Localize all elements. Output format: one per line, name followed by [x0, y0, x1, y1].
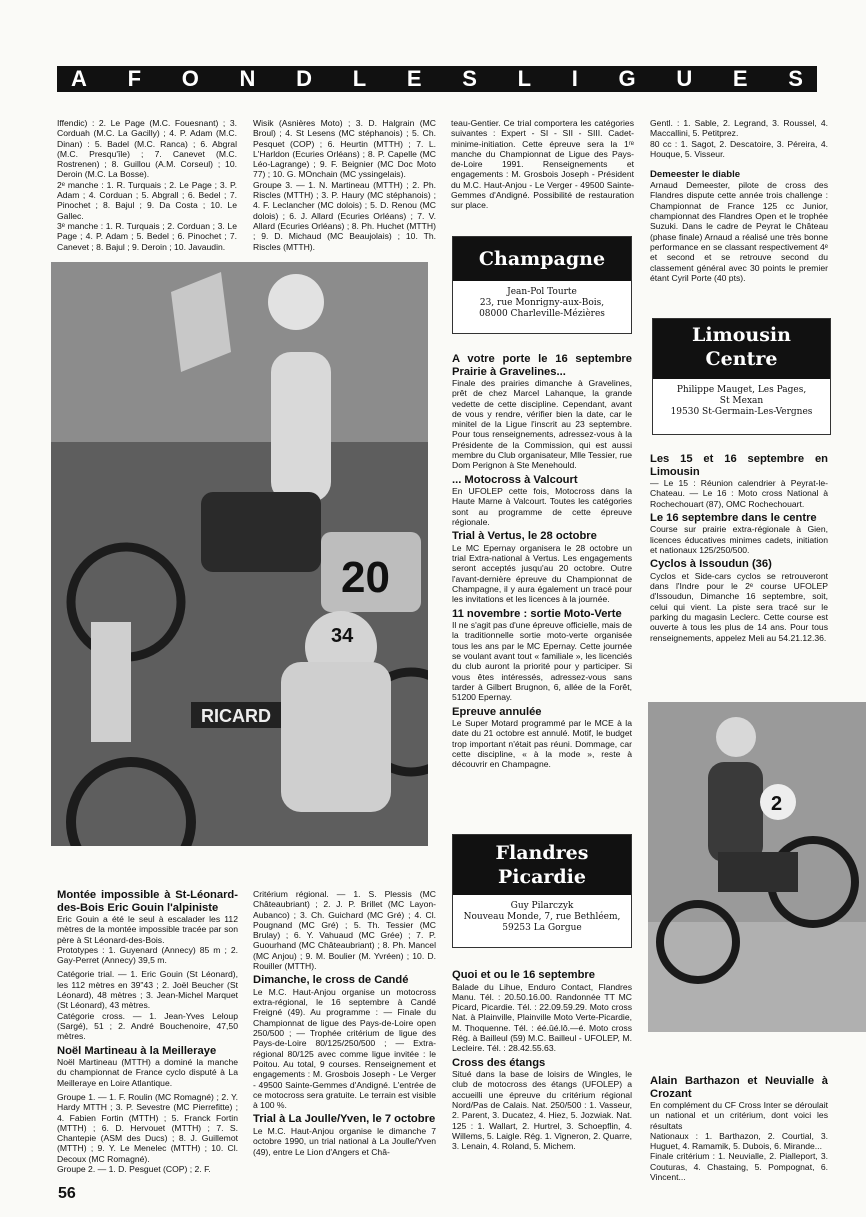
banner-letter: A — [71, 66, 87, 91]
paragraph: Groupe 1. — 1. F. Roulin (MC Romagné) ; 2. Y. Hardy MTTH ; 3. P. Sevestre (MC Pierrefitte) ; 4. Fabien Fortin (MTTH) ; 5. Franck Fortin (MTTH) ; 6. D. Hervouet (MTTH) ; 7. S. Chantepie (ASM des Ducs) ; 8. J. Guillemot (MTTH) ; 9. Y. Le Menelec (MTTH) ; 10. Cl. Decoux (MC Romagné). — [57, 1091, 238, 1164]
article-heading: ... Motocross à Valcourt — [452, 473, 578, 486]
flandres-title — [453, 835, 631, 895]
article-heading: Alain Barthazon et Neuvialle à Crozant — [650, 1075, 828, 1100]
paragraph: Iffendic) : 2. Le Page (M.C. Fouesnant) ; 3. Corduah (M.C. La Gacilly) ; 4. P. Adam (M.C. Dinan) : 5. Badel (M.C. Ranca) ; 6. Abgral (M.C. Presqu'île) ; 7. Canevet (M.C. Rostrenen) ; 8. Guillou (A.M. Corseul) ; 10. Deroin (M.C. La Bosse). — [57, 118, 237, 180]
article-text: Le Super Motard programmé par le MCE à la date du 21 octobre est annulé. Motif, le budget trop important n'était pas réuni. Dommage, car cette discipline, « à la mode », reste à découvrir en Champagne. — [452, 718, 632, 770]
banner-letter: O — [181, 66, 199, 91]
race-number-20: 20 — [341, 553, 390, 602]
article-heading: 11 novembre : sortie Moto-Verte — [452, 607, 622, 620]
article-heading: Trial à Vertus, le 28 octobre — [452, 530, 597, 543]
banner-letter: F — [127, 66, 142, 91]
limousin-articles — [650, 450, 828, 643]
article-text: Finale des prairies dimanche à Gravelines, prêt de chez Marcel Lahanque, la grande vedette de cette discipline. Cependant, avant de vous y rendre, vérifier bien la date, car le minitel de la Ligue l'inscrit au 23 septembre. Pour tous renseignements, adressez-vous à la Présidente de la Commission, qui est aussi membre du Club organisateur, Mlle Tessier, rue Dom Perignon à Ste Menehould. — [452, 378, 632, 471]
paragraph: Catégorie cross. — 1. Jean-Yves Leloup (Sargé), 51 ; 2. André Bouchenoire, 47,50 mètres. — [57, 1010, 238, 1042]
limousin-box — [652, 318, 831, 435]
article-heading: Dimanche, le cross de Candé — [253, 974, 409, 987]
article-text: Balade du Lihue, Enduro Contact, Flandres Manu. Tél. : 20.50.16.00. Randonnée TT MC Picard, Picardie. Tél. : 22.09.59.29. Moto cross Nat. à Plainville, Plainville Moto Verte-Picardie, M. Thoquenne. Tél. : éé.ûé.lô.—é. Moto cross Rég. à Bailleul (59) M.C. Bailleul - UFOLEP, M. Lecleire. Tél. : 28.42.55.63. — [452, 981, 632, 1054]
article-heading: Trial à La Joulle/Yven, le 7 octobre — [253, 1113, 436, 1126]
paragraph: Le M.C. Haut-Anjou organise le dimanche 7 octobre 1990, un trial national à La Joulle/Yven (49), entre Le Lion d'Angers et Châ- — [253, 1125, 436, 1157]
flandres-articles — [452, 966, 632, 1151]
banner-letter: D — [296, 66, 312, 91]
banner-letter: S — [462, 66, 477, 91]
address-line: 23, rue Monrigny-aux-Bois, — [479, 298, 605, 308]
address-line: Guy Pilarczyk — [510, 901, 574, 911]
col2-top — [253, 118, 436, 252]
article-heading: Montée impossible à St-Léonard-des-Bois Eric Gouin l'alpiniste — [57, 889, 238, 914]
section-banner — [57, 66, 817, 92]
banner-letter: E — [406, 66, 422, 91]
race-number-2: 2 — [771, 793, 783, 815]
paragraph: Prototypes : 1. Guyenard (Annecy) 85 m ; 2. Gay-Perret (Annecy) 39,5 m. — [57, 944, 238, 966]
address-line: Nouveau Monde, 7, rue Bethléem, — [463, 912, 621, 922]
cyclo-photo — [648, 702, 866, 1032]
article-text: En complément du CF Cross Inter se déroulait un national et un critérium, dont voici les résultats — [650, 1100, 828, 1131]
article-heading: Demeester le diable — [650, 169, 741, 181]
flandres-address — [453, 895, 631, 934]
banner-letter: G — [618, 66, 636, 91]
article-text: Situé dans la base de loisirs de Wingles, le club de motocross des étangs (UFOLEP) a accueilli une épreuve du critérium régional Nord/Pas de Calais. Nat. 250/500 : 1. Vasseur, 2. Parent, 3. Ducatez, 4. Hiez, 5. Jozwiak. Nat. 125 : 1. Wallart, 2. Hurtrel, 3. Schoepflin, 4. Willems, 5. Laigle. Rég. 1. Vigneron, 2. Quarre, 3. Lenain, 4. Roland, 5. Michem. — [452, 1069, 632, 1152]
paragraph: Critérium régional. — 1. S. Plessis (MC Châteaubriant) ; 2. J. P. Brillet (MC Layon-Aubanco) ; 3. Ch. Guichard (MC Gré) ; 4. Cl. Pougnand (MC Gré) ; 5. Th. Tessier (MC Brulay) ; 6. Y. Vahuaud (MC Grée) ; 7. P. Guourhand (MC Châteaubriant) ; 8. Ph. Mancel (MC Anjou) ; 9. M. Boulier (M. Yvréen) ; 10. D. Rouiller (MTTH). — [253, 889, 436, 972]
photo-illustration — [51, 262, 428, 846]
limousin-address — [653, 379, 830, 418]
banner-letter: L — [517, 66, 532, 91]
article-heading: A votre porte le 16 septembre Prairie à Gravelines... — [452, 353, 632, 378]
article-text: En UFOLEP cette fois, Motocross dans la Haute Marne à Valcourt. Toutes les catégories sont au programme de cette épreuve régionale. — [452, 486, 632, 528]
banner-letter: S — [788, 66, 803, 91]
champagne-title: Champagne — [453, 237, 631, 281]
article-heading: Quoi et ou le 16 septembre — [452, 969, 595, 981]
paragraph: 3ᵉ manche : 1. R. Turquais ; 2. Corduan ; 3. Le Page ; 4. P. Adam ; 5. Bedel ; 6. Pinochet ; 7. Canevet ; 8. Bajul ; 9. Deroin ; 10. Javaudin. — [57, 220, 237, 252]
article-heading: Les 15 et 16 septembre en Limousin — [650, 453, 828, 478]
title-line: Limousin — [692, 324, 791, 346]
paragraph: Le M.C. Haut-Anjou organise un motocross extra-régional, le 16 septembre à Candé Freigné (49). Au programme : — Finale du Championnat de ligue des Pays-de-Loire open 250/500 ; — Trophée critérium de ligue des Pays-de-Loire 80/125/250/500 ; — Extra-régional 80/125 avec comme ligue invitée : le Poitou. Au total, 9 courses. Renseignement et engagements : M. Grosbois Joseph - Le Verger - 49500 Sainte-Gemmes d'Andigné. L'entrée de ce motocross sera gratuite. Le terrain est visible à 100 %. — [253, 986, 436, 1111]
banner-letter: I — [571, 66, 578, 91]
col1-top — [57, 118, 237, 252]
ricard-sign: RICARD — [201, 706, 271, 726]
article-text: Le MC Epernay organisera le 28 octobre un trial Extra-national à Vertus. Les engagements seront acceptés jusqu'au 20 octobre. Outre l'avant-dernière épreuve du Championnat de Champagne, il y aura également un tracé pour les invitations et les licences à la journée. — [452, 542, 632, 605]
limousin-title — [653, 319, 830, 379]
banner-letter: U — [676, 66, 693, 91]
address-line: Philippe Mauget, Les Pages, — [676, 385, 807, 395]
banner-letter: L — [352, 66, 367, 91]
address-line: St Mexan — [719, 396, 764, 406]
article-text: — Le 15 : Réunion calendrier à Peyrat-le-Chateau. — Le 16 : Moto cross National à Rochechouart (87), OMC Rochechouart. — [650, 478, 828, 509]
title-line: Centre — [705, 348, 778, 370]
paragraph: Groupe 3. — 1. N. Martineau (MTTH) ; 2. Ph. Riscles (MTTH) ; 3. P. Haury (MC stéphanois) ; 4. F. Leclancher (MC dolois) ; 5. D. Renou (MC dolois) ; 6. J. Allard (Ecuries Orléans) ; 7. V. Allard (Ecuries Orléans) ; 8. Ph. Huchet (MTTH) ; 9. D. Michaud (MC Beaujolais) ; 10. Th. Riscles (MTTH). — [253, 179, 436, 252]
champagne-box — [452, 236, 632, 334]
col3-top — [451, 118, 634, 211]
article-text: Cyclos et Side-cars cyclos se retrouveront dans l'Indre pour le 2ᵉ course UFOLEP d'Issoudun, Dimanche 16 septembre, soit, celui qui vient. La piste sera tracé sur le parking du magasin Leclerc. Cette course est ouverte à tous les plus de 14 ans. Pour tous renseignements, appelez Meli au 54.21.12.36. — [650, 570, 828, 643]
paragraph: teau-Gentier. Ce trial comportera les catégories suivantes : Expert - SI - SII - SIII. Cadet-minime-initiation. Cette épreuve sera la 1ʳᵉ manche du Championnat de Ligue des Pays-de-Loire 1991. Renseignements et engagements : M. Grosbois Joseph - Président du M.C. Haut-Anjou - Le Verger - 49500 Sainte-Gemmes d'Andigné. Possibilité de restauration sur place. — [451, 118, 634, 211]
address-line: Jean-Pol Tourte — [507, 287, 577, 297]
paragraph: Wisik (Asnières Moto) ; 3. D. Halgrain (MC Broul) ; 4. St Lesens (MC stéphanois) ; 5. Ch. Pesquet (COP) ; 6. Heurtin (MTTH) ; 7. L. L'Harldon (Ecuries Orléans) ; 8. P. Capelle (MC Léo-Lagrange) ; 9. F. Beignier (MC Doc Moto 77) ; 10. G. MOnchain (MC yssingelais). — [253, 118, 436, 180]
col2-bottom — [253, 889, 436, 1157]
col1-bottom — [57, 886, 238, 1174]
champagne-address — [453, 281, 631, 320]
article-text: Finale critérium : 1. Neuvialle, 2. Pialleport, 3. Couturas, 4. Chastaing, 5. Pompognat, 6. Vincent... — [650, 1151, 828, 1183]
banner-letter: N — [239, 66, 256, 91]
flandres-box — [452, 834, 632, 948]
address-line: 59253 La Gorgue — [502, 923, 582, 933]
page-number: 56 — [58, 1185, 76, 1202]
title-line: Flandres — [495, 842, 589, 864]
article-heading: Noël Martineau à la Meilleraye — [57, 1044, 217, 1057]
paragraph: Gentl. : 1. Sable, 2. Legrand, 3. Roussel, 4. Maccallini, 5. Petitprez. — [650, 118, 828, 139]
barthazon-article — [650, 1072, 828, 1182]
col4-top — [650, 118, 828, 283]
article-heading: Cyclos à Issoudun (36) — [650, 558, 772, 571]
paragraph: Catégorie trial. — 1. Eric Gouin (St Léonard), les 112 mètres en 39"43 ; 2. Joël Beucher (St Léonard), 48 mètres ; 3. Jean-Michel Marquet (St Léonard), 43 mètres. — [57, 969, 238, 1011]
banner-letter: E — [732, 66, 748, 91]
article-heading: Cross des étangs — [452, 1056, 546, 1069]
motocross-photo — [51, 262, 428, 846]
paragraph: Noël Martineau (MTTH) a dominé la manche du championnat de France cyclo disputé à La Meilleraye en Loire Atlantique. — [57, 1057, 238, 1088]
paragraph: Eric Gouin a été le seul à escalader les 112 mètres de la montée impossible tracée par son père à St Léonard-des-Bois. — [57, 914, 238, 945]
article-heading: Epreuve annulée — [452, 705, 542, 718]
article-heading: Le 16 septembre dans le centre — [650, 511, 817, 524]
article-text: Il ne s'agit pas d'une épreuve officielle, mais de la traditionnelle sortie moto-verte organisée tous les ans par le MC Epernay. Cette journée se voulant avant tout « familiale », les licenciés du club auront la priorité pour y participer. Si vous êtes intéressés, adressez-vous sans tarder à Gilbert Brugnon, 6, allée de la Forêt, 51200 Epernay. — [452, 620, 632, 703]
champagne-articles — [452, 350, 632, 770]
paragraph: Groupe 2. — 1. D. Pesguet (COP) ; 2. F. — [57, 1164, 211, 1175]
race-number-34: 34 — [331, 625, 354, 647]
title-line: Picardie — [498, 866, 586, 888]
paragraph: 80 cc : 1. Sagot, 2. Descatoire, 3. Péreira, 4. Houque, 5. Visseur. — [650, 138, 828, 159]
article-text: Course sur prairie extra-régionale à Gien, licences éducatives minimes cadets, initiation et nationaux 125/250/500. — [650, 524, 828, 555]
photo-illustration — [648, 702, 866, 1032]
address-line: 08000 Charleville-Mézières — [479, 309, 605, 319]
paragraph: 2ᵉ manche : 1. R. Turquais ; 2. Le Page ; 3. P. Adam ; 4. Corduan ; 5. Abgrall ; 6. Bedel ; 7. Pinochet ; 8. Bajul ; 9. Da Costa ; 10. Le Gallec. — [57, 179, 237, 221]
address-line: 19530 St-Germain-Les-Vergnes — [670, 407, 813, 417]
article-text: Arnaud Demeester, pilote de cross des Flandres dispute cette année trois challenge : Championnat de France 125 cc Junior, championnat des Flandres Open et le trophée Suzuki. Dans le cadre de Peyrat le Château (phase finale) Arnaud a réalisé une très bonne performance en se classant respectivement 4ᵉ et second et se retrouve second du classement général avec 30 points le premier étant Cyril Porte (40 pts). — [650, 180, 828, 283]
article-text: Nationaux : 1. Barthazon, 2. Courtial, 3. Huguet, 4. Ramamik, 5. Dubois, 6. Mirande... — [650, 1130, 828, 1152]
